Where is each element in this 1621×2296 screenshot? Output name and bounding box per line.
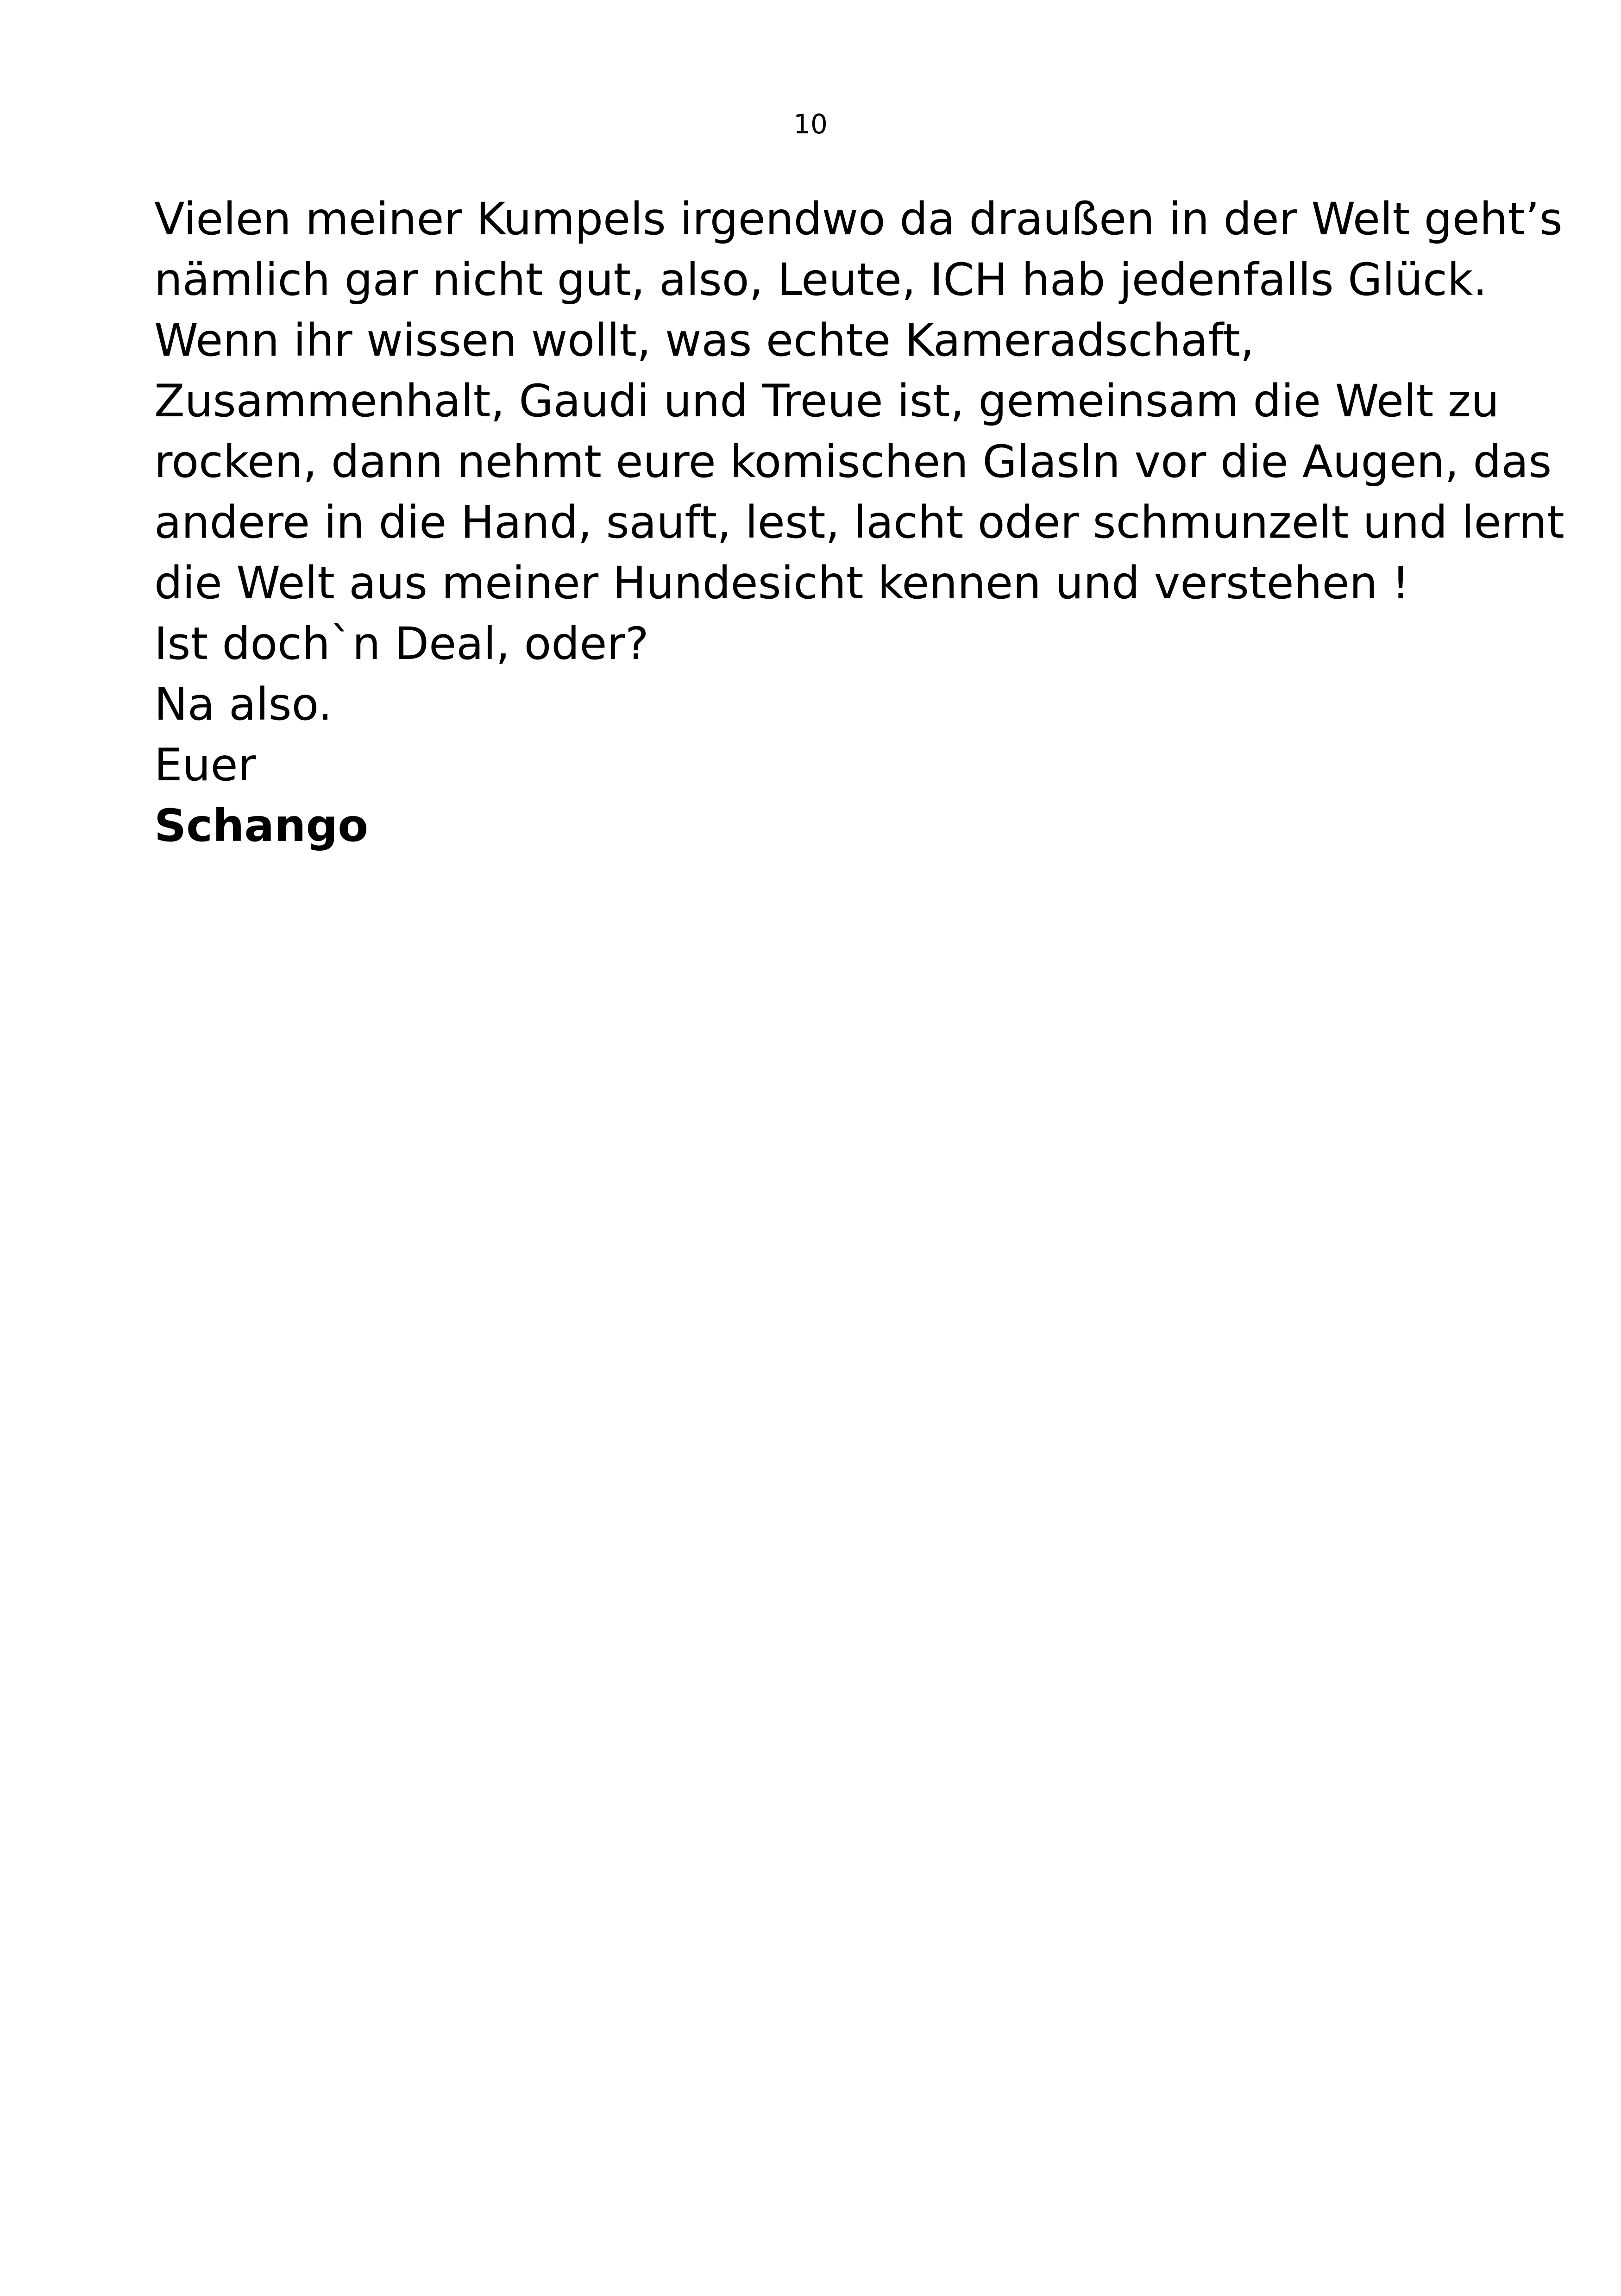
- text-line: nämlich gar nicht gut, also, Leute, ICH hab jedenfalls Glück.: [154, 254, 1487, 306]
- closing-remark: Na also.: [154, 678, 333, 730]
- text-line: Zusammenhalt, Gaudi und Treue ist, gemeinsam die Welt zu: [154, 375, 1500, 427]
- salutation: Euer: [154, 739, 257, 791]
- closing-question: Ist doch`n Deal, oder?: [154, 618, 649, 670]
- signature: Schango: [154, 800, 369, 852]
- page-number: 10: [793, 108, 828, 140]
- text-line: Wenn ihr wissen wollt, was echte Kameradschaft,: [154, 314, 1255, 366]
- text-line: rocken, dann nehmt eure komischen Glasln vor die Augen, das: [154, 436, 1552, 488]
- body-text: [154, 189, 1564, 856]
- text-line: Vielen meiner Kumpels irgendwo da draußen in der Welt geht’s: [154, 193, 1563, 245]
- text-line: andere in die Hand, sauft, lest, lacht oder schmunzelt und lernt: [154, 496, 1564, 548]
- text-line: die Welt aus meiner Hundesicht kennen und verstehen !: [154, 557, 1410, 609]
